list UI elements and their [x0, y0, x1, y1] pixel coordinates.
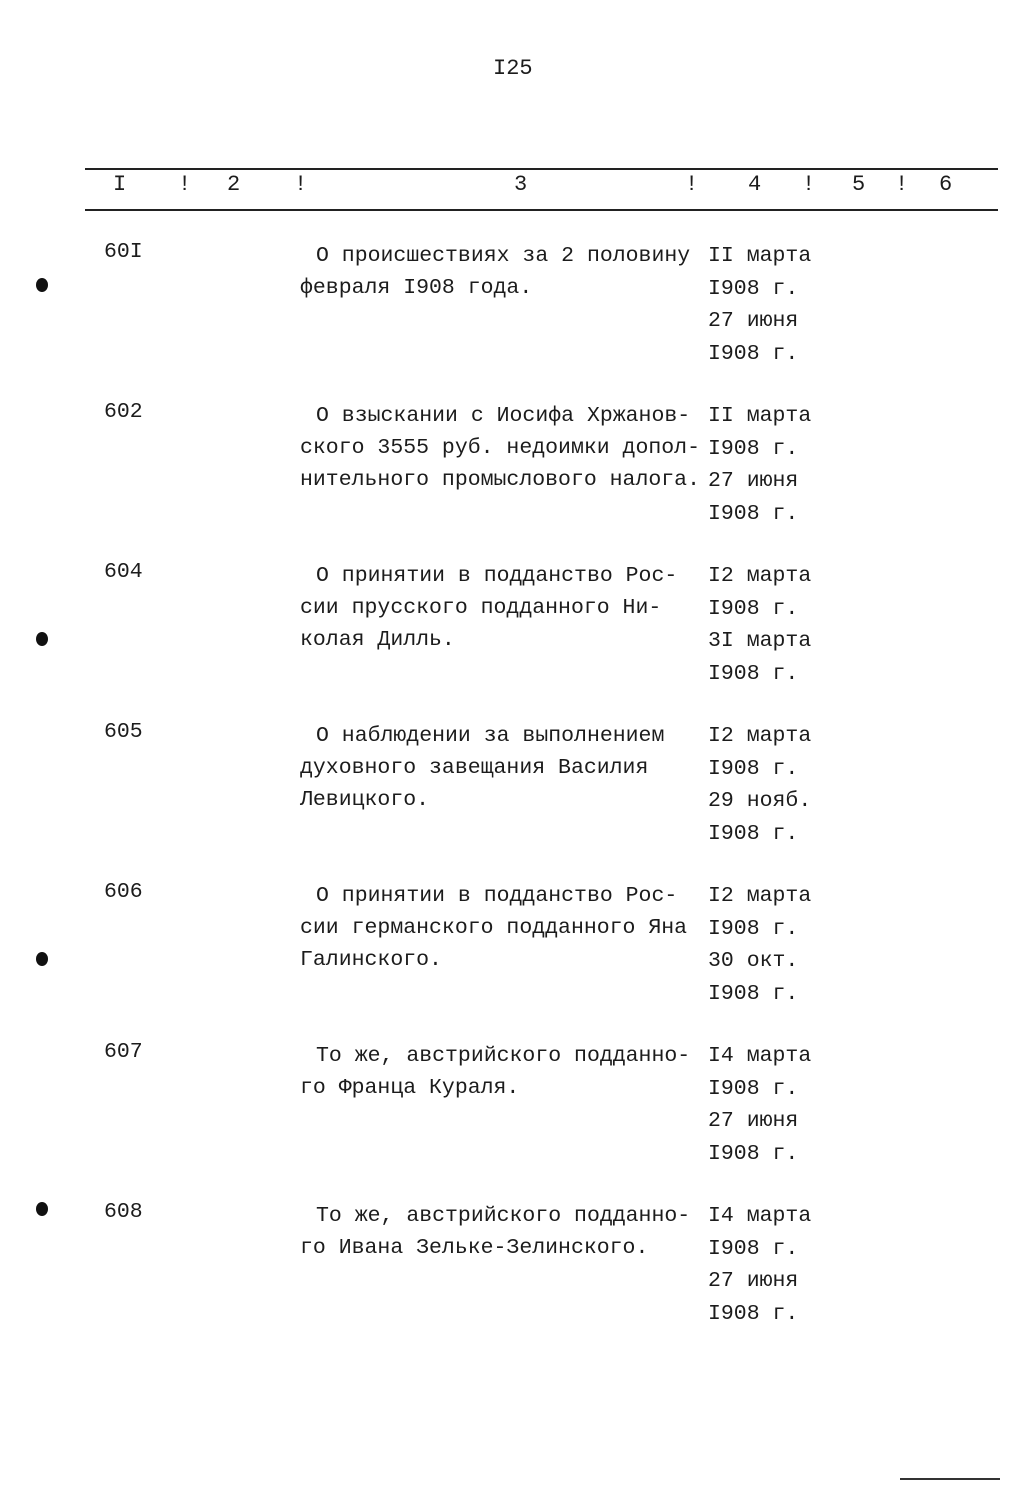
- header-col-1: I: [113, 172, 127, 197]
- header-separator: !: [802, 172, 816, 197]
- entry-dates: [708, 1040, 811, 1170]
- punch-hole: [36, 1202, 48, 1216]
- table-row: [0, 1200, 1024, 1350]
- entry-description: [300, 720, 664, 816]
- date-line: I908 г.: [708, 1076, 799, 1101]
- description-line: го Франца Кураля.: [300, 1076, 520, 1100]
- table-row: [0, 1040, 1024, 1190]
- date-line: I908 г.: [708, 821, 799, 846]
- entry-description: [300, 880, 687, 976]
- entry-description: [300, 1040, 690, 1104]
- header-col-5: 5: [852, 172, 866, 197]
- header-separator: !: [294, 172, 308, 197]
- date-line: I908 г.: [708, 756, 799, 781]
- description-line: О принятии в подданство Рос-: [316, 884, 678, 908]
- header-separator: !: [895, 172, 909, 197]
- entry-dates: [708, 560, 811, 690]
- date-line: I908 г.: [708, 1301, 799, 1326]
- date-line: I4 марта: [708, 1204, 812, 1228]
- table-row: [0, 400, 1024, 550]
- date-line: 27 июня: [708, 1109, 799, 1133]
- table-row: [0, 880, 1024, 1030]
- header-bottom-rule: [85, 209, 998, 211]
- description-line: О взыскании с Иосифа Хржанов-: [316, 404, 691, 428]
- entry-dates: [708, 240, 811, 370]
- date-line: 3I марта: [708, 629, 812, 653]
- table-row: [0, 560, 1024, 710]
- entry-number: 607: [104, 1040, 143, 1064]
- header-top-rule: [85, 168, 998, 170]
- header-separator: !: [685, 172, 699, 197]
- date-line: II марта: [708, 404, 812, 428]
- description-line: Галинского.: [300, 948, 442, 972]
- entry-number: 605: [104, 720, 143, 744]
- description-line: То же, австрийского подданно-: [316, 1044, 691, 1068]
- date-line: I908 г.: [708, 341, 799, 366]
- date-line: I908 г.: [708, 1141, 799, 1166]
- entry-number: 608: [104, 1200, 143, 1224]
- date-line: II марта: [708, 244, 812, 268]
- punch-hole: [36, 952, 48, 966]
- entry-description: [300, 1200, 690, 1264]
- date-line: 27 июня: [708, 1269, 799, 1293]
- bottom-rule: [900, 1478, 1000, 1480]
- description-line: О наблюдении за выполнением: [316, 724, 665, 748]
- entry-dates: [708, 1200, 811, 1330]
- description-line: февраля I908 года.: [300, 276, 533, 300]
- header-col-4: 4: [748, 172, 762, 197]
- header-col-2: 2: [227, 172, 241, 197]
- description-line: Левицкого.: [300, 788, 430, 812]
- entry-number: 60I: [104, 240, 143, 264]
- date-line: 27 июня: [708, 309, 799, 333]
- page-number: I25: [493, 56, 533, 81]
- date-line: I4 марта: [708, 1044, 812, 1068]
- entry-number: 606: [104, 880, 143, 904]
- date-line: 27 июня: [708, 469, 799, 493]
- entry-description: [300, 560, 677, 656]
- description-line: О происшествиях за 2 половину: [316, 244, 691, 268]
- entry-description: [300, 400, 700, 496]
- description-line: То же, австрийского подданно-: [316, 1204, 691, 1228]
- date-line: I2 марта: [708, 564, 812, 588]
- date-line: I2 марта: [708, 724, 812, 748]
- date-line: I908 г.: [708, 661, 799, 686]
- entry-description: [300, 240, 690, 304]
- date-line: I2 марта: [708, 884, 812, 908]
- entry-dates: [708, 720, 811, 850]
- date-line: 30 окт.: [708, 949, 799, 973]
- description-line: колая Дилль.: [300, 628, 455, 652]
- header-col-6: 6: [939, 172, 953, 197]
- description-line: сии германского подданного Яна: [300, 916, 688, 940]
- date-line: I908 г.: [708, 436, 799, 461]
- description-line: нительного промыслового налога.: [300, 468, 700, 492]
- entry-dates: [708, 880, 811, 1010]
- date-line: 29 нояб.: [708, 789, 812, 813]
- date-line: I908 г.: [708, 981, 799, 1006]
- entry-number: 604: [104, 560, 143, 584]
- description-line: ского 3555 руб. недоимки допол-: [300, 436, 700, 460]
- date-line: I908 г.: [708, 1236, 799, 1261]
- punch-hole: [36, 278, 48, 292]
- description-line: духовного завещания Василия: [300, 756, 649, 780]
- header-col-3: 3: [514, 172, 528, 197]
- description-line: го Ивана Зельке-Зелинского.: [300, 1236, 649, 1260]
- date-line: I908 г.: [708, 501, 799, 526]
- punch-hole: [36, 632, 48, 646]
- entry-number: 602: [104, 400, 143, 424]
- description-line: О принятии в подданство Рос-: [316, 564, 678, 588]
- table-row: [0, 720, 1024, 870]
- date-line: I908 г.: [708, 276, 799, 301]
- date-line: I908 г.: [708, 916, 799, 941]
- date-line: I908 г.: [708, 596, 799, 621]
- description-line: сии прусского подданного Ни-: [300, 596, 662, 620]
- entry-dates: [708, 400, 811, 530]
- table-row: [0, 240, 1024, 390]
- header-separator: !: [178, 172, 192, 197]
